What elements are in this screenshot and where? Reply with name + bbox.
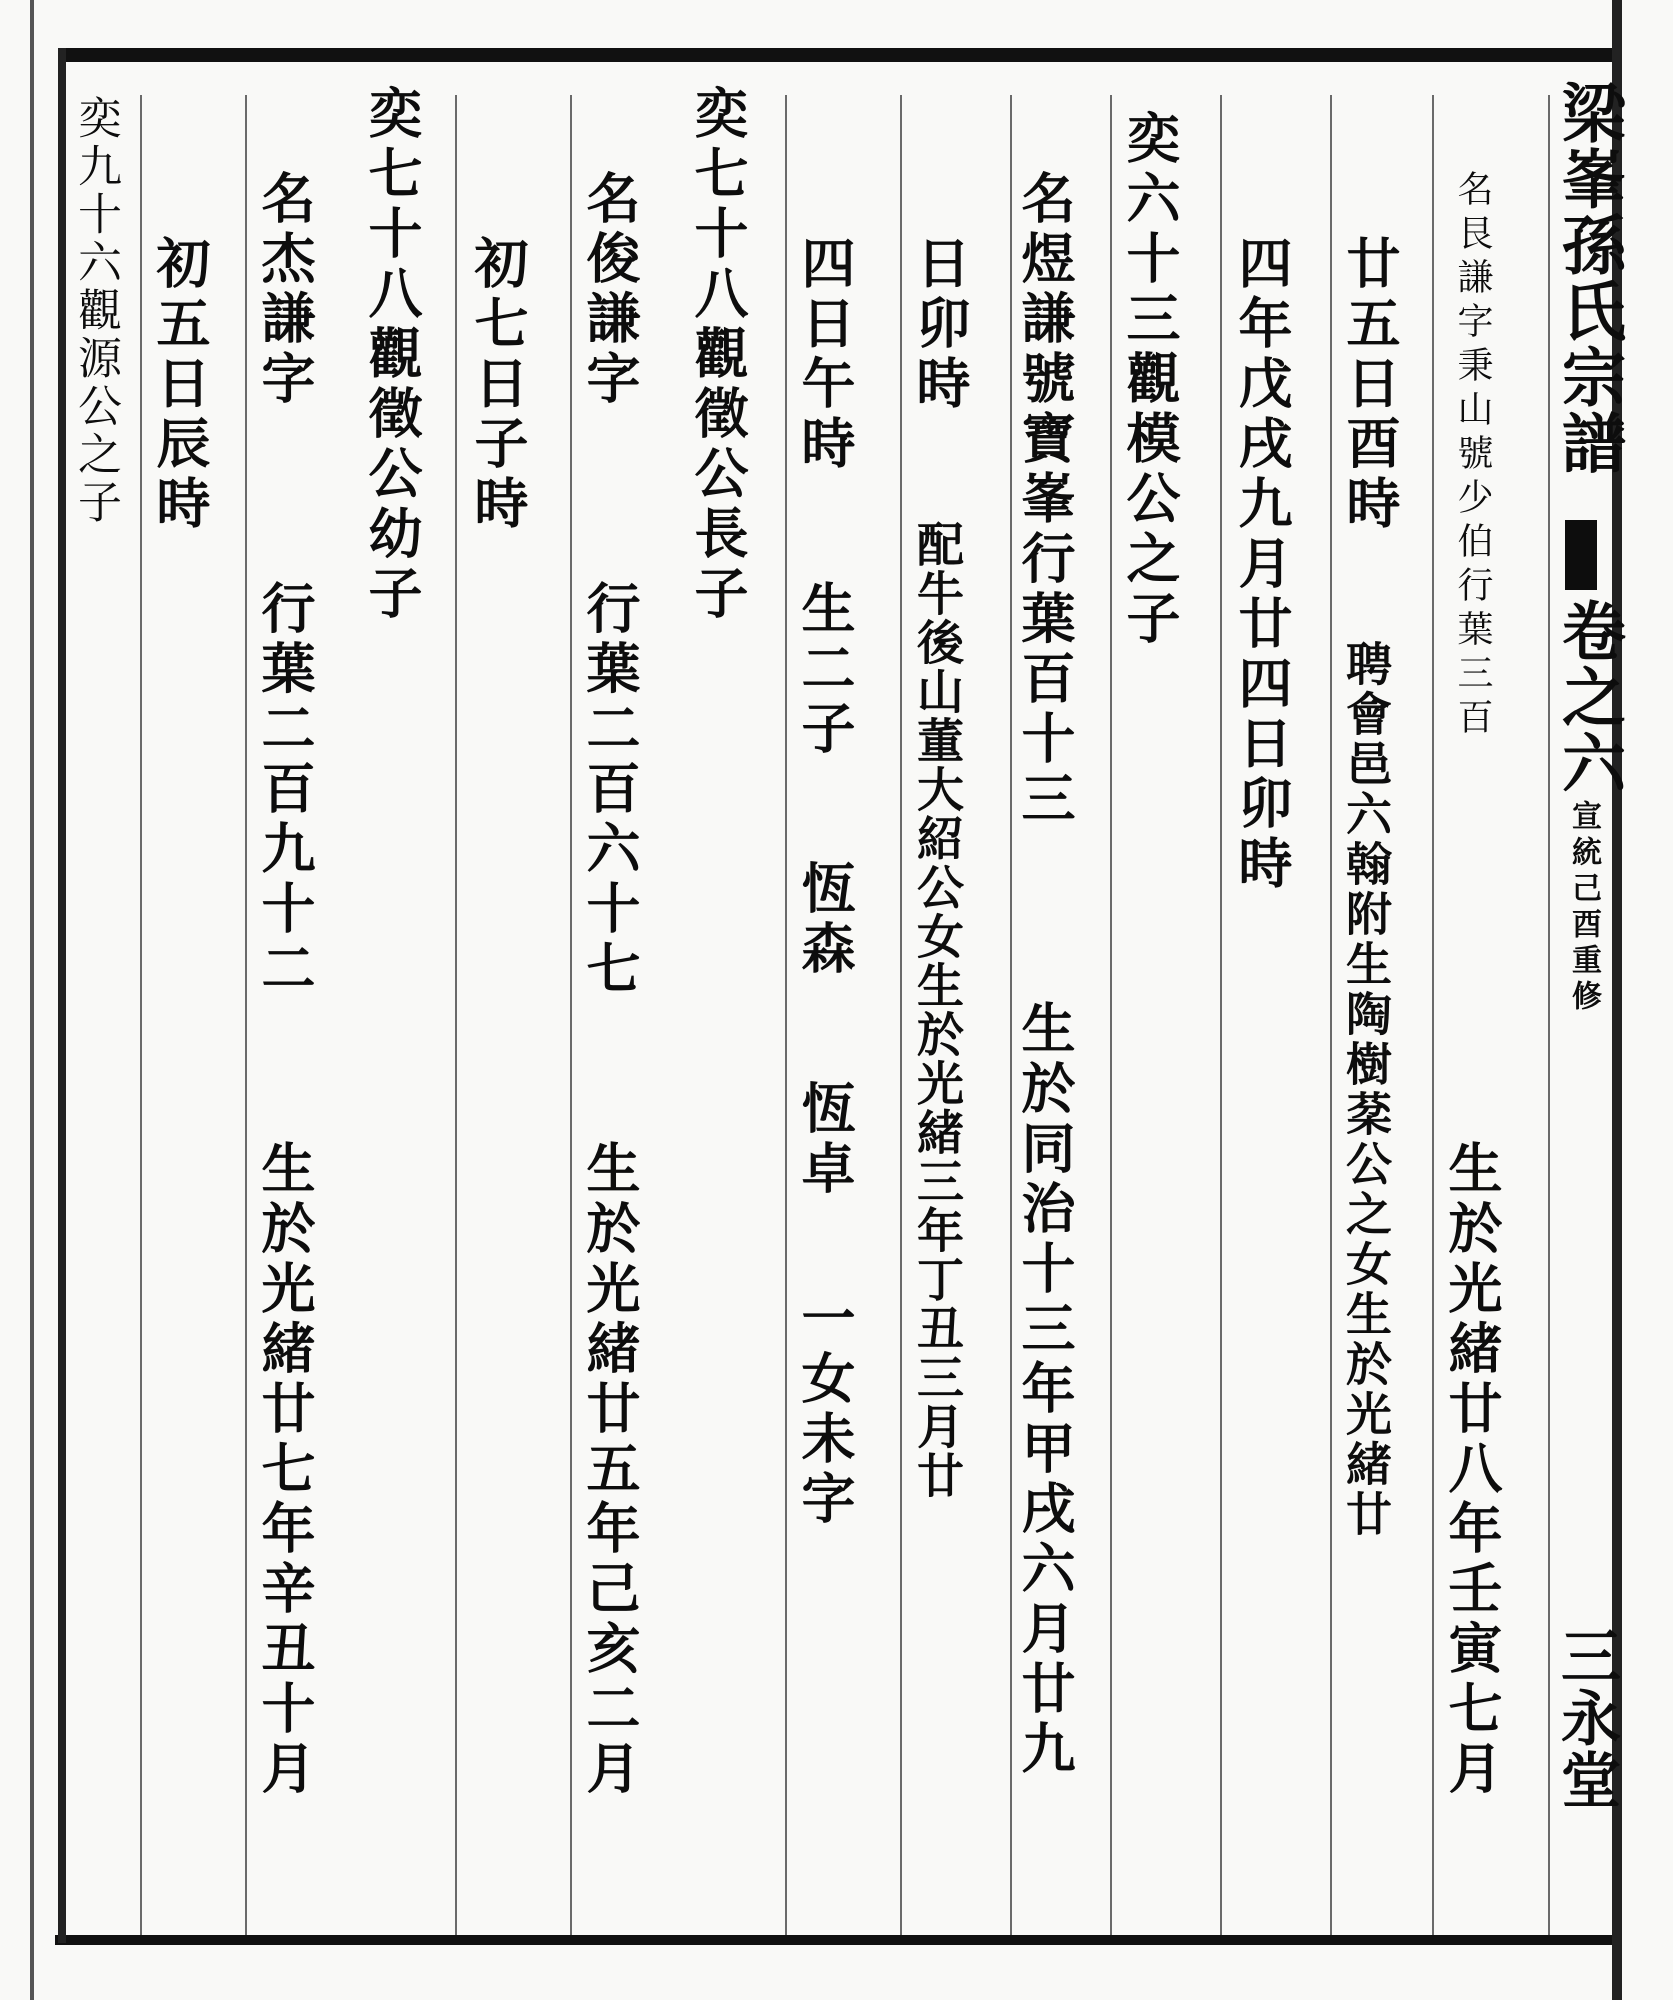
column-divider bbox=[1548, 95, 1550, 1935]
entry-text: 生於光緒廿八年壬寅七月 bbox=[1440, 1140, 1504, 1800]
left-edge bbox=[30, 0, 34, 2000]
generation-heading: 奕九十六觀源公之子 bbox=[70, 95, 121, 527]
column-divider bbox=[140, 95, 142, 1935]
entry-text: 廿五日酉時 bbox=[1338, 235, 1402, 535]
column-divider bbox=[1330, 95, 1332, 1935]
column-divider bbox=[1010, 95, 1012, 1935]
column-divider bbox=[455, 95, 457, 1935]
column-divider bbox=[1110, 95, 1112, 1935]
entry-text: 名杰謙字 bbox=[253, 170, 317, 410]
entry-text: 初五日辰時 bbox=[148, 235, 212, 535]
name-prefix: 名艮謙字秉山號少伯行葉三百 bbox=[1452, 170, 1493, 742]
entry-text: 行葉二百六十七 bbox=[578, 580, 642, 1000]
entry-text: 四日午時 bbox=[793, 235, 857, 475]
column-divider bbox=[900, 95, 902, 1935]
entry-text: 名煜謙號寶峯行葉百十三 bbox=[1013, 170, 1077, 830]
column-divider bbox=[785, 95, 787, 1935]
entry-text: 一女未字 bbox=[793, 1290, 857, 1530]
entry-text: 配牛後山董大紹公女生於光緒三年丁丑三月廿 bbox=[909, 520, 964, 1500]
entry-text: 行葉二百九十二 bbox=[253, 580, 317, 1000]
entry-text: 生於同治十三年甲戌六月廿九 bbox=[1013, 1000, 1077, 1780]
generation-heading: 奕七十八觀徵公幼子 bbox=[360, 85, 424, 625]
entry-text: 初七日子時 bbox=[466, 235, 530, 535]
child-name: 恆卓 bbox=[793, 1080, 857, 1200]
entry-text bbox=[1442, 170, 1502, 742]
child-name: 恆森 bbox=[793, 860, 857, 980]
volume-label: 卷之六 bbox=[1551, 598, 1626, 796]
entry-text: 名俊謙字 bbox=[578, 170, 642, 410]
bottom-border bbox=[55, 1935, 1620, 1945]
entry-text: 四年戊戌九月廿四日卯時 bbox=[1230, 235, 1294, 895]
column-divider bbox=[245, 95, 247, 1935]
entry-text: 日卯時 bbox=[908, 235, 972, 415]
black-fish-tail bbox=[1565, 520, 1597, 590]
entry-text: 聘會邑六翰附生陶樹棻公之女生於光緒廿 bbox=[1339, 640, 1393, 1540]
column-divider bbox=[1220, 95, 1222, 1935]
entry-text: 生於光緒廿五年己亥二月 bbox=[578, 1140, 642, 1800]
top-border bbox=[60, 48, 1620, 62]
hall-name: 三永堂 bbox=[1551, 1625, 1621, 1811]
column-divider bbox=[570, 95, 572, 1935]
generation-heading: 奕七十八觀徵公長子 bbox=[686, 85, 750, 625]
edition-subtitle: 宣統己酉重修 bbox=[1566, 800, 1601, 1016]
entry-text: 生二子 bbox=[793, 580, 857, 760]
entry-text: 生於光緒廿七年辛丑十月 bbox=[253, 1140, 317, 1800]
generation-heading: 奕六十三觀模公之子 bbox=[1118, 110, 1182, 650]
left-border bbox=[58, 48, 66, 1943]
book-title: 梁峯孫氏宗譜 bbox=[1551, 80, 1626, 476]
column-divider bbox=[1432, 95, 1434, 1935]
